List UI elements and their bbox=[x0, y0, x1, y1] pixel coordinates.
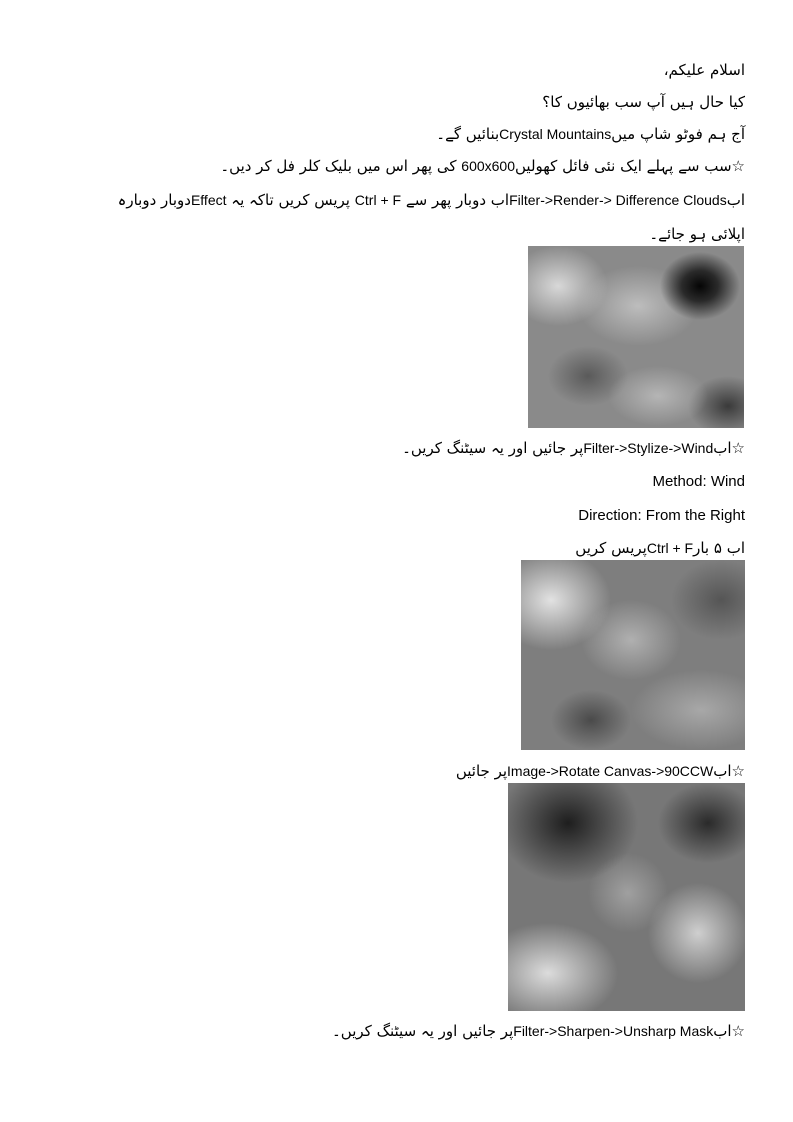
step-new-file-text-1: ☆سب سے پہلے ایک نئی فائل کھولیں bbox=[515, 157, 745, 175]
wind-direction bbox=[578, 506, 745, 526]
step-new-file-size: 600x600 bbox=[461, 158, 515, 174]
step-new-file bbox=[220, 156, 745, 176]
step-new-file-text-2: کی پھر اس میں بلیک کلر فل کر دیں۔ bbox=[220, 157, 457, 175]
step-clouds-text-2: اب دوبار پھر سے bbox=[405, 191, 510, 209]
step-rotate bbox=[456, 761, 745, 781]
wind-method-text: Method: Wind bbox=[652, 473, 745, 490]
step-wind-text-2: پر جائیں اور یہ سیٹنگ کریں۔ bbox=[402, 439, 584, 457]
step-unsharp-text-1: ☆اب bbox=[713, 1022, 745, 1040]
step-wind bbox=[402, 438, 745, 458]
step-rotate-text-2: پر جائیں bbox=[455, 762, 508, 780]
greeting bbox=[664, 60, 745, 80]
step-unsharp-menu-path: Filter->Sharpen->Unsharp Mask bbox=[513, 1023, 714, 1039]
intro-project-name: Crystal Mountains bbox=[499, 126, 612, 142]
step-unsharp bbox=[332, 1021, 745, 1041]
wind-result-image bbox=[521, 560, 745, 750]
how-are-you bbox=[542, 92, 745, 112]
how-are-you-text: کیا حال ہیں آپ سب بھائیوں کا؟ bbox=[542, 93, 745, 111]
step-clouds bbox=[118, 190, 745, 210]
wind-direction-text: Direction: From the Right bbox=[578, 507, 745, 524]
step-clouds-cont bbox=[649, 224, 745, 244]
step-clouds-effect: Effect bbox=[190, 192, 227, 208]
rotated-result-image bbox=[508, 783, 745, 1011]
greeting-text: اسلام علیکم، bbox=[663, 61, 745, 79]
step-clouds-text-4: دوبار دوبارہ bbox=[117, 191, 191, 209]
wind-method bbox=[652, 472, 745, 492]
clouds-result-image bbox=[528, 246, 744, 428]
intro-line bbox=[436, 124, 745, 144]
step-wind-menu-path: Filter->Stylize->Wind bbox=[583, 440, 714, 456]
step-repeat-text-1: اب ۵ بار bbox=[693, 539, 745, 557]
step-clouds-text-3: پریس کریں تاکہ یہ bbox=[231, 191, 350, 209]
step-clouds-text-1: اب bbox=[726, 191, 745, 209]
step-clouds-shortcut: Ctrl + F bbox=[354, 192, 402, 208]
step-repeat-shortcut: Ctrl + F bbox=[646, 540, 694, 556]
step-wind-text-1: ☆اب bbox=[713, 439, 745, 457]
step-clouds-cont-text: اپلائی ہو جائے۔ bbox=[649, 225, 745, 243]
intro-text-1: آج ہم فوٹو شاپ میں bbox=[611, 125, 745, 143]
step-rotate-text-1: ☆اب bbox=[713, 762, 745, 780]
intro-text-2: بنائیں گے۔ bbox=[436, 125, 500, 143]
step-unsharp-text-2: پر جائیں اور یہ سیٹنگ کریں۔ bbox=[332, 1022, 514, 1040]
step-repeat-text-2: پریس کریں bbox=[575, 539, 647, 557]
step-clouds-menu-path: Filter->Render-> Difference Clouds bbox=[509, 192, 727, 208]
step-repeat-wind bbox=[575, 538, 745, 558]
step-rotate-menu-path: Image->Rotate Canvas->90CCW bbox=[507, 763, 714, 779]
